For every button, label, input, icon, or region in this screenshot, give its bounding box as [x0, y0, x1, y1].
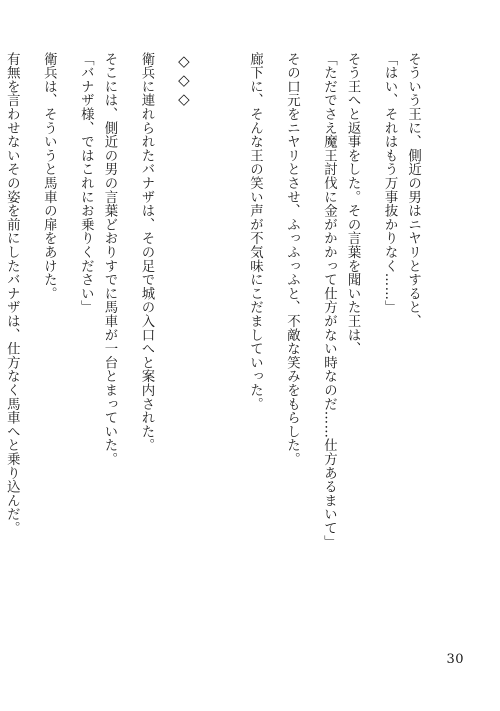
text-line: 衛兵は、そういうと馬車の扉をあけた。 [41, 52, 57, 301]
text-line: 有無を言わせないその姿を前にしたバナザは、仕方なく馬車へと乗り込んだ。 [4, 52, 20, 535]
text-line: そこには、側近の男の言葉どおりすでに馬車が一台とまっていた。 [101, 52, 117, 466]
text-line: その口元をニヤリとさせ、ふっふっふと、不敵な笑みをもらした。 [284, 52, 300, 466]
vertical-text-body [0, 52, 438, 572]
text-line: 「はい、それはもう万事抜かりなく……」 [382, 52, 398, 315]
text-line: 「ただでさえ魔王討伐に金がかかって仕方がない時なのだ……仕方あるまいて」 [321, 52, 337, 549]
text-line: 廊下に、そんな王の笑い声が不気味にこだましていった。 [247, 52, 263, 411]
scene-divider: ◇◇◇ [174, 52, 193, 109]
text-line: そういう王に、側近の男はニヤリとすると、 [405, 52, 421, 328]
text-line: 衛兵に連れられたバナザは、その足で城の入口へと案内された。 [138, 52, 154, 453]
page-number: 30 [446, 652, 464, 667]
text-line: 「バナザ様、ではこれにお乗りください」 [78, 52, 94, 315]
text-line: そう王へと返事をした。その言葉を聞いた王は、 [345, 52, 361, 356]
